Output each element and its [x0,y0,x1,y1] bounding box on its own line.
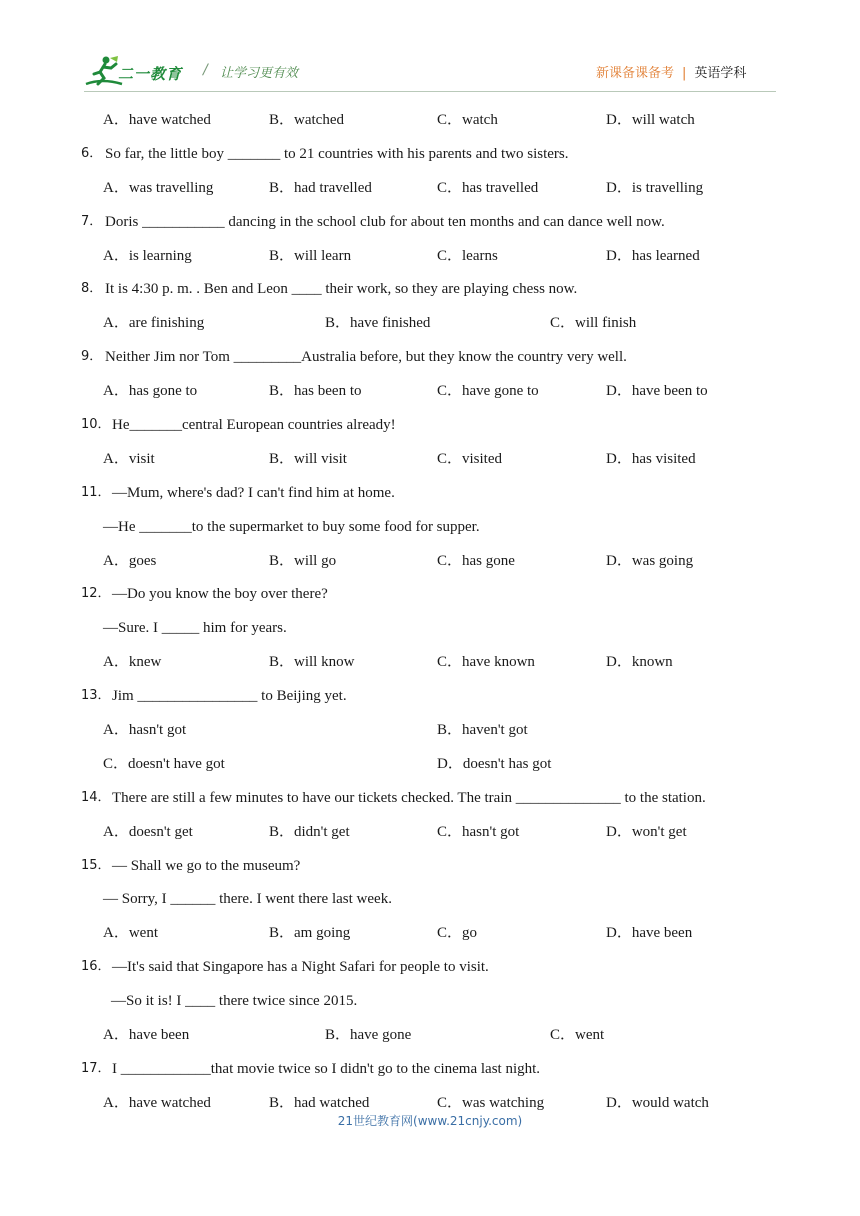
question-text: I ____________that movie twice so I didn't go to the cinema last night. [112,1060,541,1077]
question-number: 6． [81,145,103,161]
question-row [0,413,860,447]
options-row [0,752,860,786]
answer-option: A．doesn't get [103,823,193,840]
options-row [0,176,860,210]
header-right [596,62,746,81]
answer-option: A．is learning [103,247,192,264]
answer-option: D．was going [606,552,694,569]
dialogue-row [0,515,860,549]
question-number: 7． [81,213,103,229]
answer-option: A．went [103,925,158,942]
answer-option: A．knew [103,654,162,671]
answer-option: C．have known [437,654,535,671]
question-number: 17． [81,1060,111,1076]
question-row [0,786,860,820]
question-text: —Do you know the boy over there? [112,586,328,603]
question-row [0,142,860,176]
slogan-separator: / [203,62,208,78]
answer-option: B．will go [269,552,337,569]
question-number: 14． [81,789,111,805]
page-header [0,0,860,100]
question-number: 15． [81,857,111,873]
dialogue-line: — Sorry, I ______ there. I went there last week. [103,891,392,908]
question-row [0,854,860,888]
answer-option: D．is travelling [606,179,704,196]
answer-option: B．am going [269,925,351,942]
answer-option: D．doesn't has got [437,755,552,772]
answer-option: C．visited [437,450,503,467]
question-number: 12． [81,586,111,602]
question-text: Neither Jim nor Tom _________Australia before, but they know the country very well. [105,349,627,366]
dialogue-line: —Sure. I _____ him for years. [103,620,287,637]
answer-option: C．will finish [550,315,637,332]
question-text: He_______central European countries already! [112,417,396,434]
answer-option: A．have watched [103,112,211,128]
answer-option: C．has gone [437,552,515,569]
question-text: It is 4:30 p. m. . Ben and Leon ____ their work, so they are playing chess now. [105,281,578,298]
question-text: Doris ___________ dancing in the school club for about ten months and can dance well now. [105,213,665,230]
question-row [0,955,860,989]
answer-option: C．hasn't got [437,823,520,840]
question-number: 8． [81,281,103,297]
answer-option: B．had watched [269,1094,370,1111]
question-list [0,108,860,1125]
options-row [0,921,860,955]
answer-option: D．has learned [606,247,700,264]
header-tag-prep: 新课备课备考 [596,66,675,81]
answer-option: D．would watch [606,1094,709,1111]
dialogue-line: —So it is! I ____ there twice since 2015. [111,993,358,1010]
question-text: So far, the little boy _______ to 21 countries with his parents and two sisters. [105,145,569,162]
answer-option: C．watch [437,112,498,128]
header-divider [84,91,776,92]
question-row [0,481,860,515]
dialogue-row [0,989,860,1023]
options-row [0,379,860,413]
answer-option: A．goes [103,552,157,569]
question-text: —It's said that Singapore has a Night Safari for people to visit. [112,959,489,976]
question-row [0,277,860,311]
question-row [0,1057,860,1091]
options-row [0,1023,860,1057]
question-text: Jim ________________ to Beijing yet. [112,688,347,705]
answer-option: B．have gone [325,1027,412,1044]
answer-option: B．has been to [269,383,362,400]
answer-option: A．visit [103,450,155,467]
answer-option: C．was watching [437,1094,545,1111]
answer-option: D．have been [606,925,693,942]
answer-option: B．didn't get [269,823,350,840]
dialogue-row [0,887,860,921]
answer-option: D．will watch [606,112,695,128]
options-row [0,311,860,345]
page-footer: 21世纪教育网(www.21cnjy.com) [337,1114,523,1128]
slogan: 让学习更有效 [220,66,299,81]
answer-option: B．will visit [269,450,347,467]
answer-option: B．watched [269,112,344,128]
options-row [0,718,860,752]
options-row [0,108,860,142]
options-row [0,820,860,854]
options-row [0,447,860,481]
answer-option: C．learns [437,247,498,264]
answer-option: C．doesn't have got [103,755,225,772]
question-text: There are still a few minutes to have our tickets checked. The train ______________ to the station. [112,789,706,806]
answer-option: C．go [437,925,478,942]
answer-option: B．had travelled [269,179,372,196]
question-text: —Mum, where's dad? I can't find him at home. [112,484,395,501]
header-subject: 英语学科 [694,66,747,81]
logo-text: 二一教育 [118,65,183,83]
question-text: — Shall we go to the museum? [112,857,301,874]
question-row [0,345,860,379]
answer-option: B．haven't got [437,722,528,739]
answer-option: B．will learn [269,247,352,264]
answer-option: A．are finishing [103,315,205,332]
question-number: 16． [81,959,111,975]
question-number: 10． [81,417,111,433]
question-number: 11． [81,484,111,500]
question-row [0,582,860,616]
options-row [0,650,860,684]
answer-option: B．will know [269,654,355,671]
answer-option: C．went [550,1027,605,1044]
question-row [0,684,860,718]
answer-option: A．has gone to [103,383,198,400]
logo [84,54,192,90]
dialogue-line: —He _______to the supermarket to buy some food for supper. [103,518,480,535]
header-pipe: | [682,66,687,81]
question-number: 13． [81,688,111,704]
options-row [0,244,860,278]
answer-option: B．have finished [325,315,431,332]
answer-option: C．has travelled [437,179,539,196]
answer-option: D．have been to [606,383,708,400]
answer-option: D．won't get [606,823,687,840]
options-row [0,549,860,583]
answer-option: C．have gone to [437,383,539,400]
dialogue-row [0,616,860,650]
answer-option: A．was travelling [103,179,214,196]
question-row [0,210,860,244]
answer-option: D．known [606,654,673,671]
answer-option: A．have watched [103,1094,211,1111]
question-number: 9． [81,349,103,365]
answer-option: D．has visited [606,450,696,467]
answer-option: A．hasn't got [103,722,187,739]
answer-option: A．have been [103,1027,190,1044]
